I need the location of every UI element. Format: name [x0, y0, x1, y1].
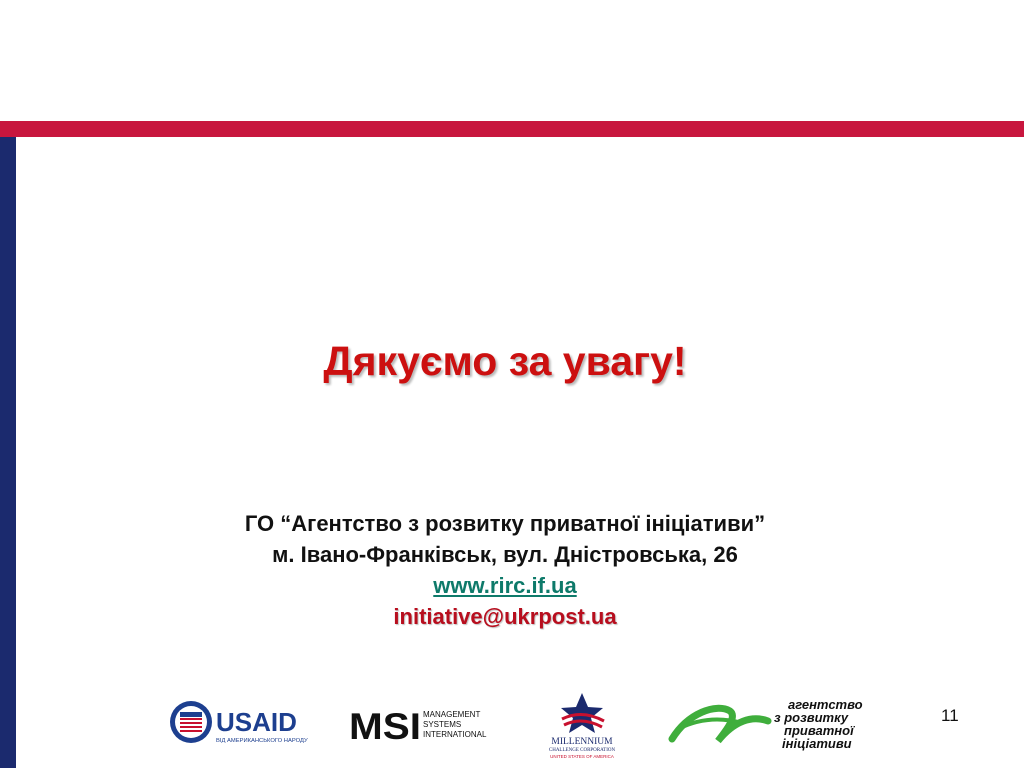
- agency-logo: [668, 695, 868, 755]
- email-address[interactable]: initiative@ukrpost.ua: [393, 604, 617, 629]
- agency-line-2: з розвитку: [774, 710, 849, 725]
- agency-line-4: ініціативи: [782, 736, 852, 751]
- mcc-subtitle: CHALLENGE CORPORATION: [548, 748, 616, 753]
- usaid-logo: [168, 699, 318, 745]
- mcc-name: MILLENNIUM: [551, 737, 613, 747]
- organization-name: ГО “Агентство з розвитку приватної ініціативи”: [244, 511, 766, 536]
- mcc-country: UNITED STATES OF AMERICA: [550, 754, 614, 759]
- page-number: 11: [941, 706, 959, 725]
- agency-line-1: агентство: [788, 697, 863, 712]
- contact-block: [0, 508, 1010, 632]
- usaid-tagline: ВІД АМЕРИКАНСЬКОГО НАРОДУ: [216, 738, 308, 744]
- slide-title: Дякуємо за увагу!: [323, 338, 687, 384]
- sponsor-logos: [0, 685, 1024, 768]
- left-accent-bar: [0, 137, 16, 768]
- usaid-mark: USAID: [216, 707, 297, 737]
- msi-line-systems: SYSTEMS: [423, 720, 462, 729]
- msi-line-management: MANAGEMENT: [423, 710, 481, 719]
- msi-logo: [349, 704, 499, 744]
- address: м. Івано-Франківськ, вул. Дністровська, 26: [272, 542, 738, 567]
- mcc-logo: [544, 691, 620, 761]
- agency-line-3: приватної: [784, 723, 854, 738]
- msi-line-international: INTERNATIONAL: [423, 730, 487, 739]
- msi-mark: MSI: [349, 706, 421, 744]
- top-accent-bar: [0, 121, 1024, 137]
- website-link[interactable]: www.rirc.if.ua: [433, 573, 577, 598]
